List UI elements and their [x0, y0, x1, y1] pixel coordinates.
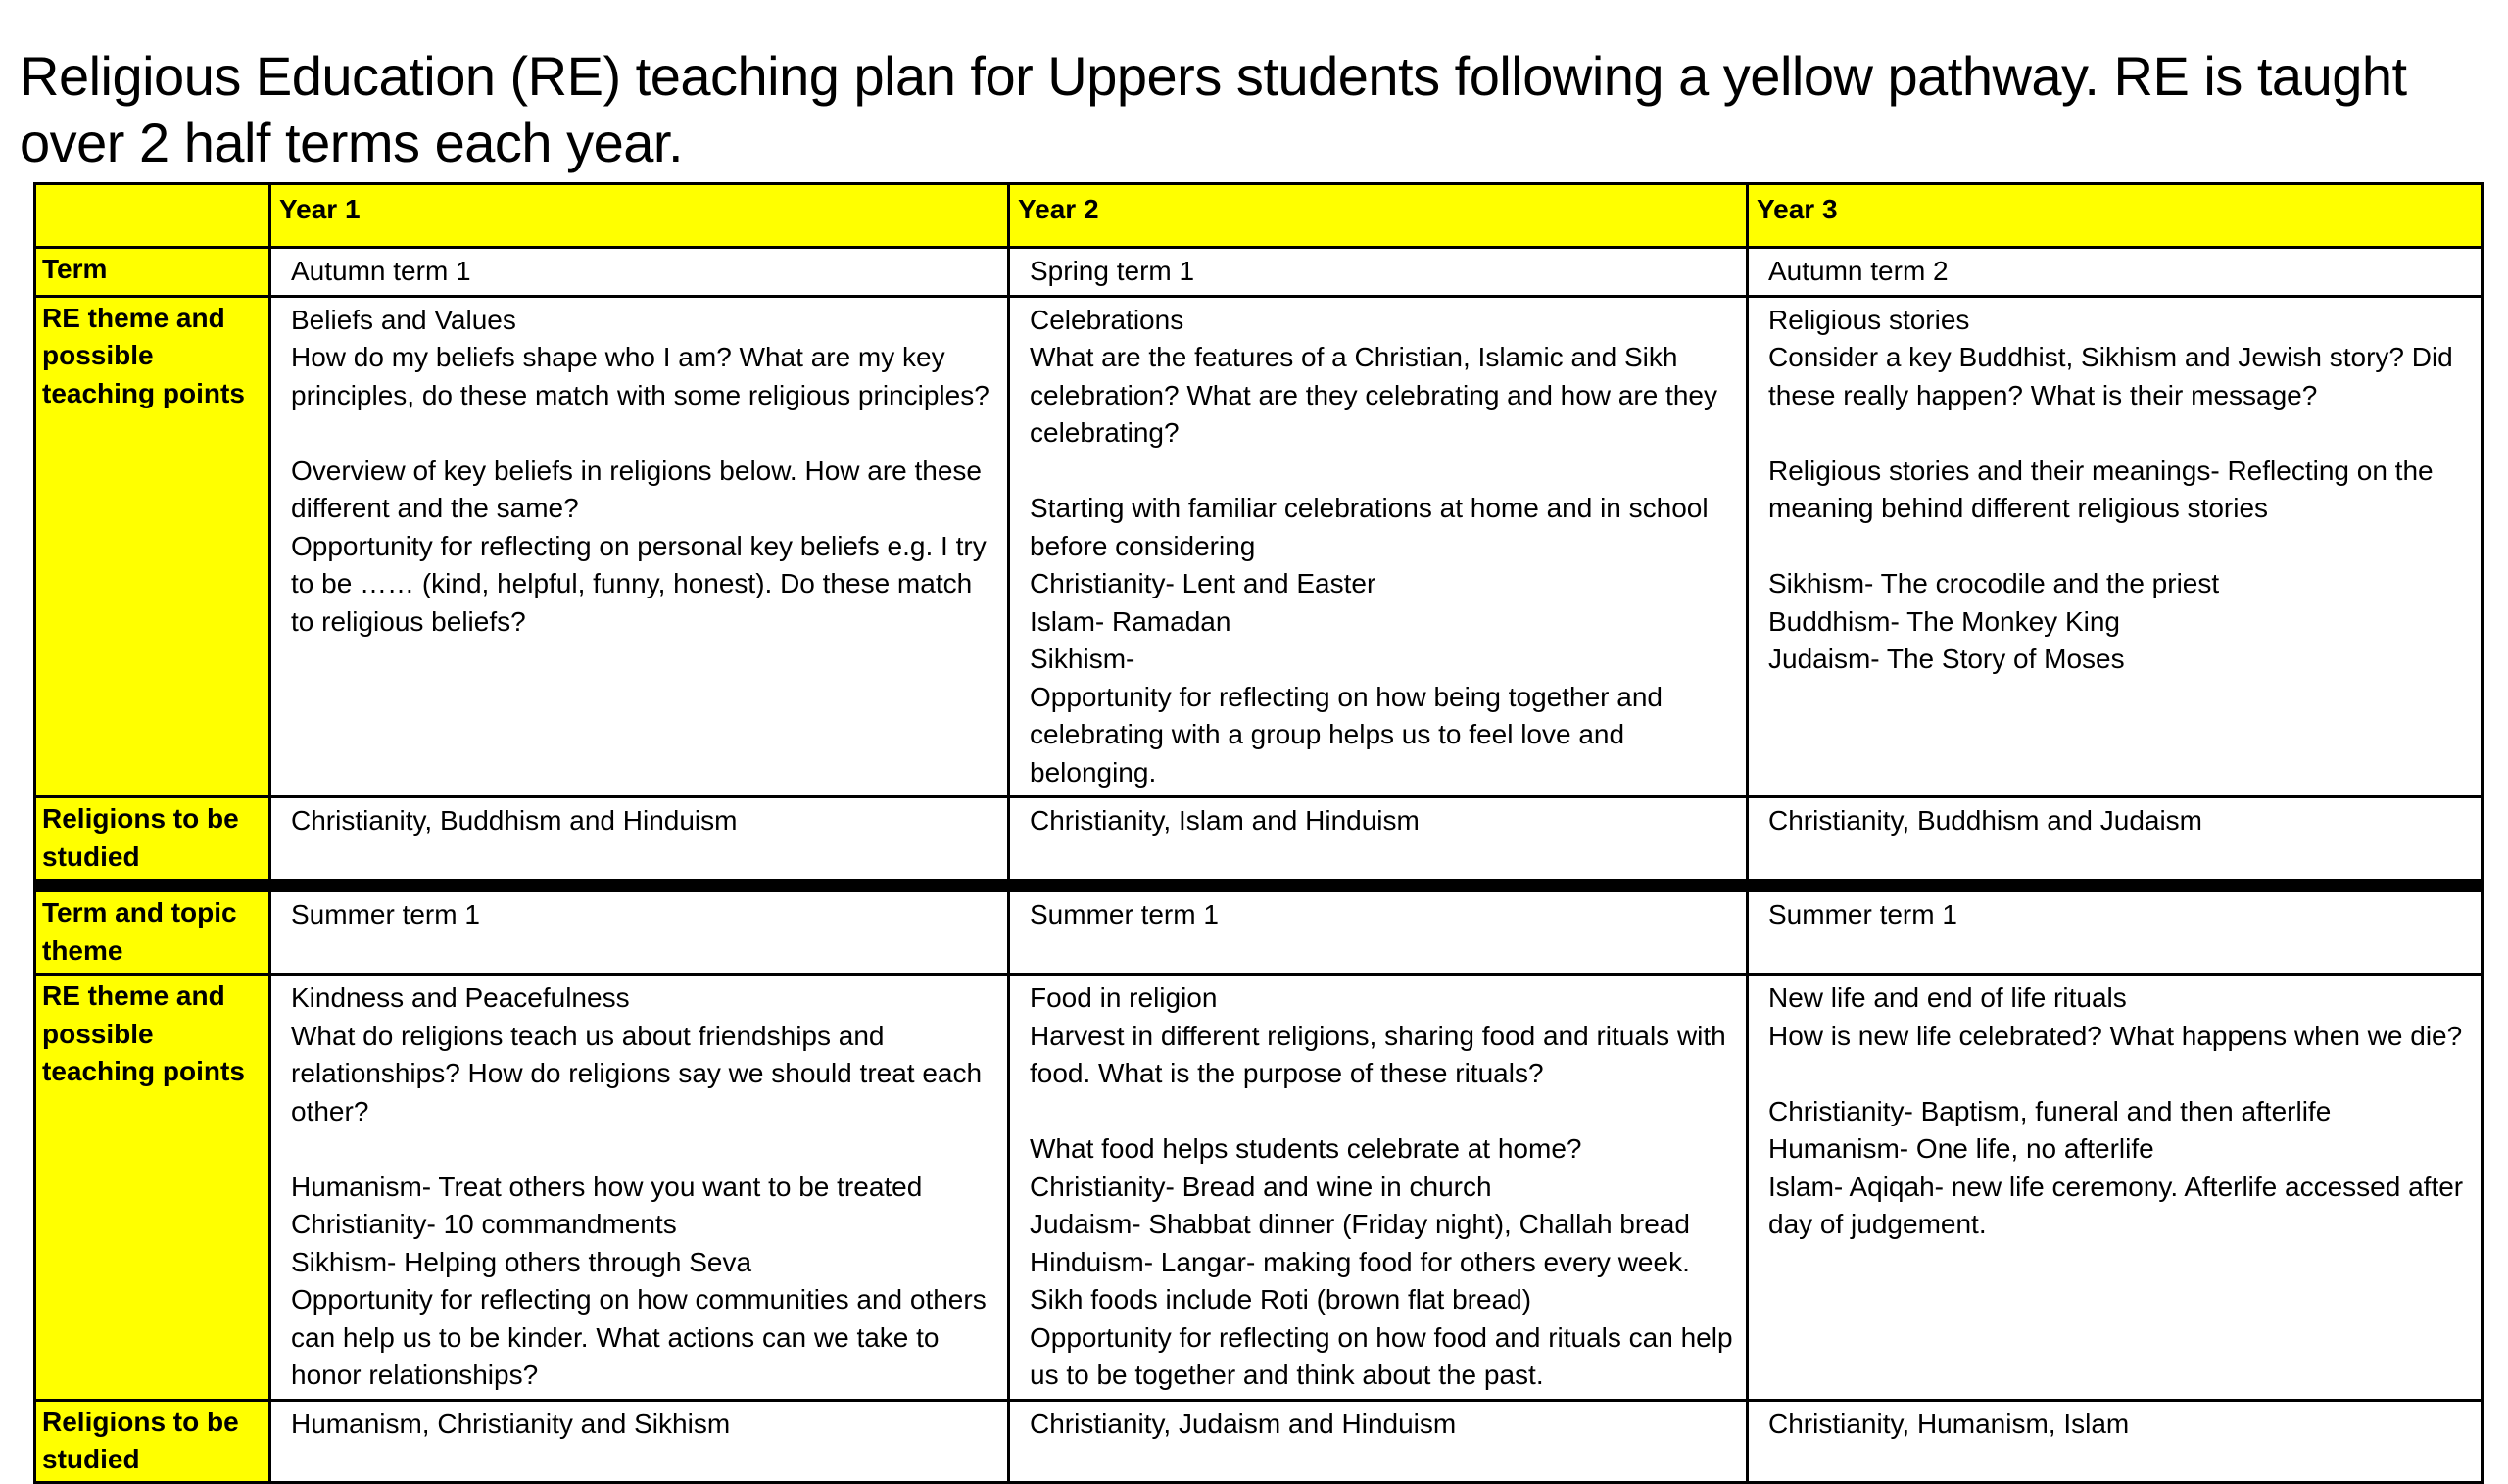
- year-1-cell: [270, 975, 1009, 1401]
- cell-text-line: Autumn term 2: [1768, 256, 1949, 286]
- row-label: RE theme and possible teaching points: [35, 975, 270, 1401]
- religions-row: [35, 797, 2483, 886]
- cell-text-line: Summer term 1: [291, 899, 480, 930]
- cell-text-line: Christianity- Baptism, funeral and then afterlife: [1768, 1095, 2332, 1126]
- cell-text-line: Christianity, Judaism and Hinduism: [1030, 1408, 1457, 1439]
- cell-text-line: Starting with familiar celebrations at home and in school before considering: [1030, 493, 1716, 561]
- cell-text-line: Opportunity for reflecting on how food and rituals can help us to be together and think about the past.: [1030, 1321, 1741, 1390]
- term-row: [35, 248, 2483, 297]
- cell-text-line: Harvest in different religions, sharing food and rituals with food. What is the purpose of these rituals?: [1030, 1020, 1734, 1088]
- teaching-plan-table: [33, 182, 2484, 1484]
- cell-text-line: What food helps students celebrate at home?: [1030, 1133, 1582, 1164]
- cell-text-line: Christianity, Islam and Hinduism: [1030, 805, 1420, 836]
- cell-text-line: Christianity- Lent and Easter: [1030, 568, 1376, 598]
- year-3-cell: [1748, 886, 2483, 975]
- year-3-cell: [1748, 797, 2483, 886]
- row-label: Term: [35, 248, 270, 297]
- cell-text-line: Islam- Ramadan: [1030, 605, 1231, 637]
- year-3-cell: [1748, 1400, 2483, 1482]
- cell-text-line: Judaism- The Story of Moses: [1768, 644, 2125, 674]
- header-year-3: Year 3: [1748, 184, 2483, 248]
- cell-text-line: [291, 1130, 997, 1169]
- re-theme-row-2: [35, 975, 2483, 1401]
- year-1-cell: [270, 797, 1009, 886]
- cell-text-line: Christianity, Humanism, Islam: [1768, 1408, 2130, 1439]
- cell-text-line: Christianity, Buddhism and Hinduism: [291, 805, 738, 836]
- term-topic-row: [35, 886, 2483, 975]
- cell-text-line: Humanism- One life, no afterlife: [1768, 1133, 2154, 1164]
- cell-text-line: Religious stories: [1768, 304, 1970, 335]
- cell-text-line: Celebrations: [1030, 304, 1184, 335]
- cell-text-line: Sikhism-: [1030, 644, 1135, 674]
- cell-text-line: Humanism- Treat others how you want to be treated: [291, 1171, 923, 1202]
- year-3-cell: [1748, 296, 2483, 797]
- cell-text-line: Opportunity for reflecting on personal key beliefs e.g. I try to be …… (kind, helpful, funny, honest). Do these match to religious beliefs?: [291, 530, 994, 637]
- header-corner-cell: [35, 184, 270, 248]
- row-label: Term and topic theme: [35, 886, 270, 975]
- cell-text-line: Kindness and Peacefulness: [291, 982, 630, 1013]
- cell-text-line: [1768, 414, 2471, 453]
- cell-text-line: [291, 414, 997, 453]
- year-1-cell: [270, 296, 1009, 797]
- cell-text-line: [1030, 1093, 1736, 1131]
- cell-text-line: Consider a key Buddhist, Sikhism and Jewish story? Did these really happen? What is their message?: [1768, 342, 2461, 410]
- year-2-cell: [1009, 296, 1748, 797]
- cell-text-line: What do religions teach us about friendships and relationships? How do religions say we should treat each other?: [291, 1020, 989, 1126]
- header-year-2: Year 2: [1009, 184, 1748, 248]
- cell-text-line: Humanism, Christianity and Sikhism: [291, 1408, 731, 1439]
- cell-text-line: Religious stories and their meanings- Reflecting on the meaning behind different religious stories: [1768, 455, 2441, 523]
- cell-text-line: Spring term 1: [1030, 256, 1195, 286]
- cell-text-line: Christianity- 10 commandments: [291, 1209, 677, 1239]
- year-2-cell: [1009, 886, 1748, 975]
- cell-text-line: Buddhism- The Monkey King: [1768, 605, 2120, 637]
- year-3-cell: [1748, 975, 2483, 1401]
- cell-text-line: Sikhism- Helping others through Seva: [291, 1246, 752, 1277]
- cell-text-line: Opportunity for reflecting on how communities and others can help us to be kinder. What actions can we take to honor relationships?: [291, 1284, 994, 1390]
- cell-text-line: Food in religion: [1030, 982, 1218, 1013]
- re-theme-row: [35, 296, 2483, 797]
- year-3-cell: [1748, 248, 2483, 297]
- cell-text-line: Christianity- Bread and wine in church: [1030, 1171, 1492, 1202]
- year-1-cell: [270, 886, 1009, 975]
- table-header-row: [35, 184, 2483, 248]
- cell-text-line: Overview of key beliefs in religions below. How are these different and the same?: [291, 455, 989, 523]
- row-label: Religions to be studied: [35, 797, 270, 886]
- year-2-cell: [1009, 797, 1748, 886]
- cell-text-line: Sikhism- The crocodile and the priest: [1768, 568, 2220, 598]
- header-year-1: Year 1: [270, 184, 1009, 248]
- cell-text-line: Islam- Aqiqah- new life ceremony. Afterlife accessed after day of judgement.: [1768, 1171, 2471, 1239]
- cell-text-line: Beliefs and Values: [291, 304, 516, 335]
- cell-text-line: What are the features of a Christian, Islamic and Sikh celebration? What are they celebrating and how are they celebrating?: [1030, 342, 1725, 448]
- cell-text-line: Judaism- Shabbat dinner (Friday night), Challah bread: [1030, 1209, 1690, 1239]
- cell-text-line: Summer term 1: [1768, 899, 1957, 930]
- cell-text-line: Sikh foods include Roti (brown flat bread): [1030, 1284, 1532, 1315]
- cell-text-line: [1768, 528, 2471, 566]
- cell-text-line: Opportunity for reflecting on how being together and celebrating with a group helps us to feel love and belonging.: [1030, 681, 1670, 788]
- year-1-cell: [270, 248, 1009, 297]
- row-label: RE theme and possible teaching points: [35, 296, 270, 797]
- cell-text-line: Hinduism- Langar- making food for others every week.: [1030, 1246, 1690, 1277]
- cell-text-line: Christianity, Buddhism and Judaism: [1768, 805, 2203, 836]
- cell-text-line: Autumn term 1: [291, 256, 471, 286]
- year-2-cell: [1009, 248, 1748, 297]
- cell-text-line: New life and end of life rituals: [1768, 982, 2127, 1013]
- page-title: Religious Education (RE) teaching plan for Uppers students following a yellow pathway. RE is taught over 2 half terms each year.: [20, 45, 2407, 173]
- year-1-cell: [270, 1400, 1009, 1482]
- cell-text-line: How is new life celebrated? What happens when we die?: [1768, 1020, 2463, 1051]
- cell-text-line: [1768, 1055, 2471, 1093]
- cell-text-line: How do my beliefs shape who I am? What are my key principles, do these match with some religious principles?: [291, 342, 989, 410]
- year-2-cell: [1009, 1400, 1748, 1482]
- religions-row-2: [35, 1400, 2483, 1482]
- cell-text-line: Summer term 1: [1030, 899, 1219, 930]
- cell-text-line: [1030, 453, 1736, 491]
- row-label: Religions to be studied: [35, 1400, 270, 1482]
- year-2-cell: [1009, 975, 1748, 1401]
